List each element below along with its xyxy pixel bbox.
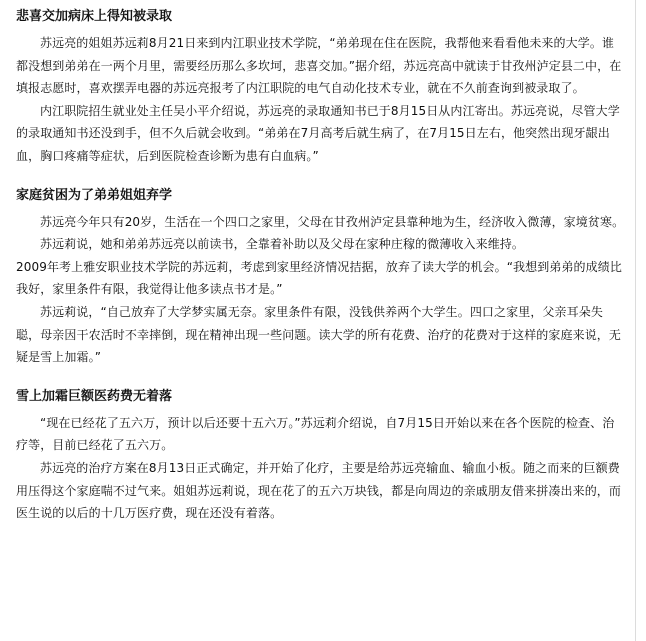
paragraph-2-4: 苏远莉说，“自己放弃了大学梦实属无奈。家里条件有限，没钱供养两个大学生。四口之家里，父亲耳朵失聪，母亲因干农活时不幸摔倒，现在精神出现一些问题。读大学的所有花费、治疗的花费对于这样的家庭来说，无疑是雪上加霜。” [16, 304, 622, 365]
paragraph-3-1: “现在已经花了五六万，预计以后还要十五六万。”苏远莉介绍说，自7月15日开始以来在各个医院的检查、治疗等，目前已经花了五六万。 [16, 415, 615, 453]
paragraph-2-3: 2009年考上雅安职业技术学院的苏远莉，考虑到家里经济情况拮据，放弃了读大学的机会。“我想到弟弟的成绩比我好，家里条件有限，我觉得让他多读点书才是。” [16, 259, 622, 297]
section-heading-2: 家庭贫困为了弟弟姐姐弃学 [16, 187, 173, 203]
paragraph-1-1: 苏远亮的姐姐苏远莉8月21日来到内江职业技术学院，“弟弟现在住在医院，我帮他来看看他未来的大学。谁都没想到弟弟在一两个月里，需要经历那么多坎坷，悲喜交加。”据介绍，苏远亮高中就读于甘孜州泸定县二中，在填报志愿时，喜欢摆弄电器的苏远亮报考了内江职院的电气自动化技术专业，就在不久前查询到被录取了。 [16, 36, 622, 96]
section-spacer [16, 168, 625, 187]
section-heading-1: 悲喜交加病床上得知被录取 [16, 9, 173, 24]
scroll-rail [637, 0, 646, 641]
paragraph-2-2: 苏远莉说，她和弟弟苏远亮以前读书，全靠着补助以及父母在家种庄稼的微薄收入来维持。 [40, 237, 525, 252]
paragraph-2-1: 苏远亮今年只有20岁，生活在一个四口之家里，父母在甘孜州泸定县靠种地为生，经济收入微薄，家境贫寒。 [40, 214, 625, 229]
paragraph-1-2: 内江职院招生就业处主任吴小平介绍说，苏远亮的录取通知书已于8月15日从内江寄出。苏远亮说，尽管大学的录取通知书还没到手，但不久后就会收到。“弟弟在7月高考后就生病了，在7月15日左右，他突然出现牙龈出血，胸口疼痛等症状，后到医院检查诊断为患有白血病。” [16, 103, 620, 163]
paragraph-3-2: 苏远亮的治疗方案在8月13日正式确定，并开始了化疗，主要是给苏远亮输血、输血小板。随之而来的巨额费用压得这个家庭喘不过气来。姐姐苏远莉说，现在花了的五六万块钱，都是向周边的亲戚朋友借来拼凑出来的，而医生说的以后的十几万医疗费，现在还没有着落。 [16, 460, 622, 521]
section-spacer [16, 369, 625, 388]
section-heading-3: 雪上加霜巨额医药费无着落 [16, 388, 173, 404]
